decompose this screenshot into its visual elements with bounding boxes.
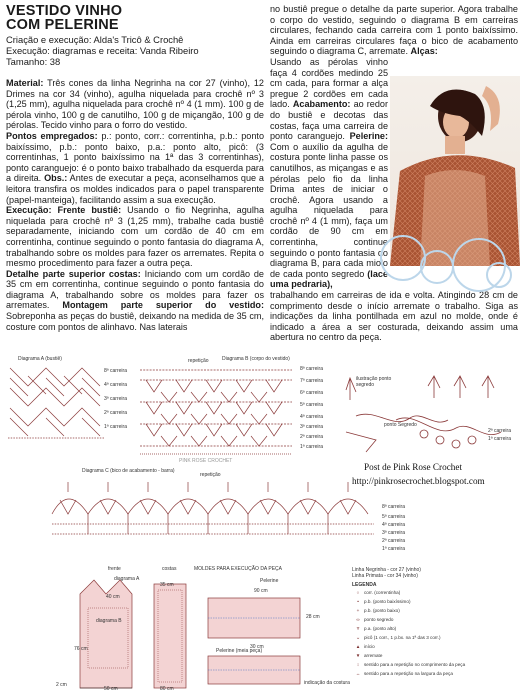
diagram-a-row: 1ª carreira	[104, 424, 127, 430]
legend-lines: Linha Negrinha - cor 27 (vinho) Linha Primata - cor 34 (vinho)	[352, 567, 421, 579]
title-line-1: VESTIDO VINHO	[6, 3, 123, 19]
repeat-width-icon: ↔	[355, 671, 361, 676]
pelerine-half-label: Pelerine (meia peça)	[216, 648, 263, 654]
obs-text: Antes de executar a peça, aconselhamos que a leitora transfira os moldes indicados para o papel transparente (papel-manteiga), facilitando assim a sua execução.	[6, 173, 264, 205]
diagram-c-row: 8ª carreira	[382, 504, 405, 510]
credit-execution: Execução: diagramas e receita: Vanda Ribeiro	[6, 45, 199, 56]
front-mold-label: frente	[108, 566, 121, 572]
post-credit: Post de Pink Rose Crochet	[364, 462, 462, 472]
mount-text: Sobreponha as peças do bustiê, deixando na medida de 35 cm, costure com pontos de alinhavo. Nas laterais	[6, 311, 264, 332]
measure-2: 2 cm	[56, 682, 67, 688]
back-text: Iniciando com um cordão de 35 cm em correntinha, continue seguindo o ponto fantasia do diagrama A, trabalhando sobre os moldes para fazer os arremates.	[6, 268, 264, 311]
measure-30: 30 cm	[250, 644, 264, 650]
legend-item: ∞ ponto segredo	[352, 617, 393, 622]
diagram-a-mini: diagrama A	[114, 576, 140, 582]
diagram-b-mini: diagrama B	[96, 618, 122, 624]
measure-50: 50 cm	[104, 686, 118, 692]
segredo-row: 1ª carreira	[488, 436, 511, 442]
pelerine-label: Pelerine:	[349, 131, 389, 142]
back-paragraph	[6, 269, 264, 333]
segredo-stitch-icon: ∞	[356, 617, 360, 622]
pelerine-mold-label: Pelerine	[260, 578, 279, 584]
diagram-c	[48, 478, 378, 542]
measure-80: 80 cm	[160, 686, 174, 692]
diagram-b-row: 3ª carreira	[300, 424, 323, 430]
segredo-row: 2ª carreira	[488, 428, 511, 434]
measure-35: 35 cm	[160, 582, 174, 588]
mount-label: Montagem parte superior do vestido:	[62, 300, 265, 311]
size-info: Tamanho: 38	[6, 56, 61, 67]
pelerine-half-mold	[204, 654, 304, 688]
points-text: p.: ponto, corr.: correntinha, p.b.: ponto baixíssimo, p.b.: ponto baixo, p.a.: ponto alto, picô: (3 correntinhas, 1 ponto baixíssimo na 1ª das 3 correntinhas), ponto caranguejo: é o ponto baixo trabalhado da esquerda para a direita.	[6, 130, 264, 184]
straps-text: Usando as pérolas vinho faça 4 cordões medindo 25 cm cada, para formar a alça pregue 2 cordões em cada lado.	[270, 56, 388, 110]
continuation-paragraph	[270, 4, 518, 57]
back-label: Detalhe parte superior costas:	[6, 268, 141, 279]
diagram-a-row: 4ª carreira	[104, 382, 127, 388]
pelerine-mold	[204, 594, 304, 642]
pelerine-bold: (lace uma pedraria),	[270, 268, 388, 290]
measure-28: 28 cm	[306, 614, 320, 620]
legend-item: • p.b. (ponto baixíssimo)	[352, 599, 410, 604]
diagram-c-row: 3ª carreira	[382, 530, 405, 536]
diagram-b-repeat: repetição	[188, 358, 209, 364]
single-crochet-icon: +	[356, 608, 360, 613]
watermark: PINK ROSE CROCHET	[179, 458, 233, 464]
chain-icon: ○	[356, 590, 360, 595]
legend-item: + p.b. (ponto baixo)	[352, 608, 400, 613]
blog-url[interactable]: http://pinkrosecrochet.blogspot.com	[352, 476, 485, 486]
diagram-area	[4, 356, 518, 696]
front-paragraph	[6, 205, 264, 269]
pelerine-end: trabalhando em carreiras de ida e volta. Atingindo 28 cm de comprimento desde o início arremate o trabalho. Siga as indicações da linha pontilhada em azul no molde, onde é indicado a área a ser costurada, deixando assim uma abertura no centro da peça.	[270, 290, 518, 343]
picot-icon: ᴗ	[356, 635, 360, 640]
legend-item: ↕ sentido para a repetição no comprimento da peça	[352, 662, 465, 667]
diagram-c-row: 4ª carreira	[382, 522, 405, 528]
measure-76: 76 cm	[74, 646, 88, 652]
diagram-b-row: 8ª carreira	[300, 366, 323, 372]
legend-item: Ŧ p.a. (ponto alto)	[352, 626, 396, 631]
diagram-b-row: 5ª carreira	[300, 402, 323, 408]
double-crochet-icon: Ŧ	[356, 626, 360, 631]
segredo-illustration	[336, 370, 516, 460]
diagram-a-row: 2ª carreira	[104, 410, 127, 416]
front-text: Usando o fio Negrinha, agulha niquelada para crochê nº 3 (1,25 mm), trabalhe cada bustiê separadamente, iniciando com um cordão de 40 cm em correntinha, continue seguindo o ponto fantasia do diagrama A, trabalhando sobre os moldes para fazer os arremates. Repita o mesmo procedimento para fazer a outra peça.	[6, 205, 264, 269]
segredo-note: ponto Segredo	[384, 422, 417, 428]
diagram-c-repeat: repetição	[200, 472, 221, 478]
diagram-b-row: 4ª carreira	[300, 414, 323, 420]
legend-title: LEGENDA	[352, 582, 377, 588]
legend-item: ᴗ picô (1 corr., 1 p.bx. na 1ª das 3 corr.)	[352, 635, 441, 640]
fasten-off-icon: ▼	[355, 653, 361, 658]
measure-40: 40 cm	[106, 594, 120, 600]
diagram-a	[6, 364, 106, 440]
diagram-c-row: 5ª carreira	[382, 514, 405, 520]
stitch-indicator: indicação da costura	[304, 680, 350, 686]
diagram-b-row: 7ª carreira	[300, 378, 323, 384]
legend-item: ▲ início	[352, 644, 375, 649]
start-icon: ▲	[355, 644, 361, 649]
obs-label: Obs.:	[44, 173, 68, 184]
measure-90: 90 cm	[254, 588, 268, 594]
straps-label: Alças:	[410, 46, 438, 57]
credit-creation: Criação e execução: Alda's Tricô & Crochê	[6, 34, 184, 45]
diagram-b-row: 6ª carreira	[300, 390, 323, 396]
diagram-b-label: Diagrama B (corpo do vestido)	[222, 356, 290, 362]
molds-title: MOLDES PARA EXECUÇÃO DA PEÇA	[194, 566, 282, 572]
left-column	[6, 4, 264, 332]
diagram-b-row: 1ª carreira	[300, 444, 323, 450]
material-text: Três cones da linha Negrinha na cor 27 (vinho), 12 Drimes na cor 34 (vinho), agulha niquelada para crochê nº 3 (1,25 mm), agulha niquelada para crochê nº 4 (1 mm). 100 g de pérola vinho, 100 g de canutilho, 100 g de miçangão, 100 g de pérolas. Tecido vinho para o forro do vestido.	[6, 78, 264, 131]
material-label: Material:	[6, 78, 44, 88]
segredo-title: ilustração ponto segredo	[356, 376, 392, 388]
diagram-a-row: 3ª carreira	[104, 396, 127, 402]
bubble-decoration	[486, 262, 512, 288]
continuation-text: no bustiê pregue o detalhe da parte superior. Agora trabalhe o corpo do vestido, seguindo o diagrama B em carreiras circulares, fechando cada carreira com 1 ponto baixíssimo. Ainda em carreiras circulares faça o bico de acabamento seguindo o diagrama C, arremate.	[270, 4, 518, 57]
repeat-length-icon: ↕	[356, 662, 360, 667]
straps-paragraph	[270, 57, 388, 290]
points-label: Pontos empregados:	[6, 130, 98, 141]
legend-item: ○ corr. (correntinha)	[352, 590, 400, 595]
diagram-c-row: 1ª carreira	[382, 546, 405, 552]
diagram-a-row: 8ª carreira	[104, 368, 127, 374]
diagram-c-label: Diagrama C (bico de acabamento - barra)	[82, 468, 175, 474]
bubble-decoration	[380, 235, 426, 281]
diagram-b	[136, 366, 296, 458]
finish-label: Acabamento:	[292, 99, 351, 110]
back-mold-label: costas	[162, 566, 177, 572]
points-paragraph	[6, 131, 264, 205]
slip-stitch-icon: •	[357, 599, 359, 604]
pelerine-text: Com o auxílio da agulha de costura ponte linha passe os canutilhos, as miçangas e as pérolas pelo fio da linha Drima antes de iniciar o crochê. Agora usando a agulha niquelada para crochê nº 4 (1 mm), faça um cordão de 90 cm em correntinha, continue seguindo o ponto fantasia do diagrama B, para cada miolo de cada ponto segredo	[270, 141, 388, 279]
title-line-2: COM PELERINE	[6, 17, 119, 33]
diagram-c-row: 2ª carreira	[382, 538, 405, 544]
front-label: Execução: Frente bustiê:	[6, 205, 122, 216]
legend-item: ↔ sentido para a repetição na largura da peça	[352, 671, 453, 676]
diagram-a-label: Diagrama A (bustiê)	[18, 356, 62, 362]
diagram-b-row: 2ª carreira	[300, 434, 323, 440]
finish-text: ao redor do bustiê e decotas das costas, faça uma carreira de ponto caranguejo.	[270, 99, 389, 142]
bubble-decoration	[420, 250, 454, 284]
back-mold	[150, 576, 190, 692]
legend-item: ▼ arremate	[352, 653, 382, 658]
material-paragraph	[6, 78, 264, 131]
